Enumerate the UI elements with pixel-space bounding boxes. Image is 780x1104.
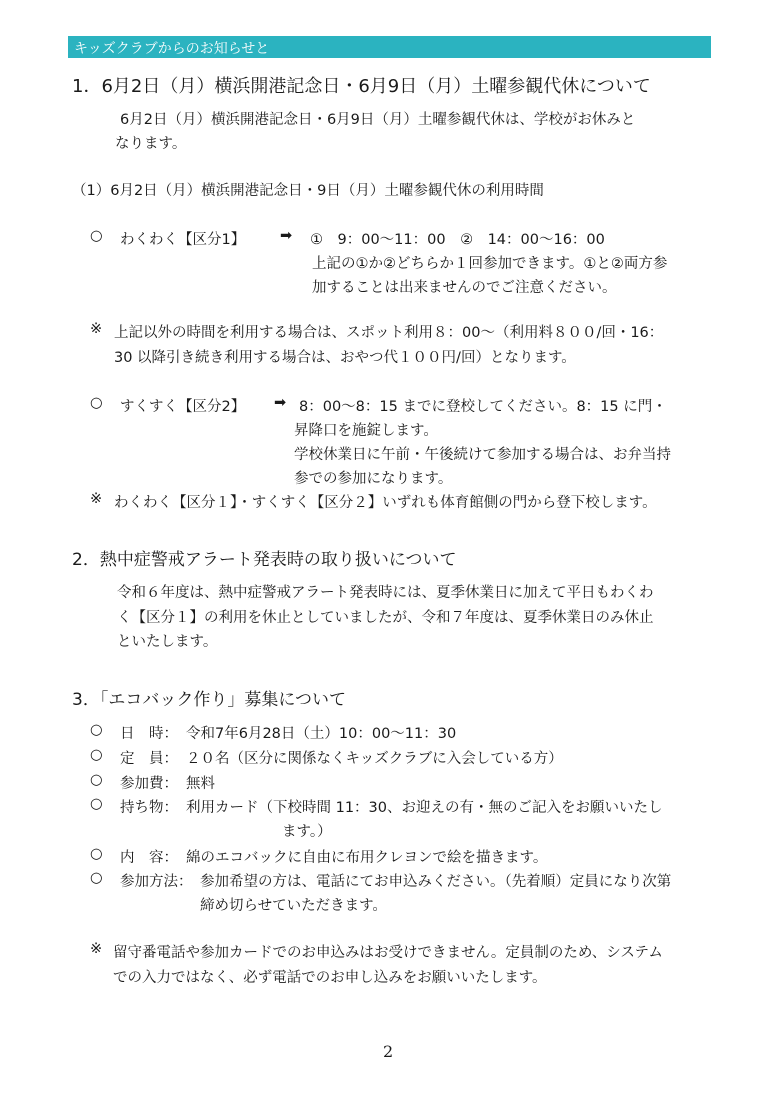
item-bullet: ○ <box>90 772 103 788</box>
note-mark: ※ <box>90 491 103 507</box>
item-value-belongings-2: ます。） <box>282 824 332 840</box>
wakuwaku-note-1: 上記の①か②どちらか１回参加できます。①と②両方参 <box>312 256 668 272</box>
section3-note-line-2: での入力ではなく、必ず電話でのお申し込みをお願いいたします。 <box>113 970 547 986</box>
section1-intro-line-2: なります。 <box>115 136 187 152</box>
section-banner <box>68 36 711 58</box>
sukusuku-label: すくすく【区分2】 <box>120 399 246 415</box>
item-label-content: 内 容： <box>120 850 178 866</box>
banner-text: キッズクラブからのお知らせと <box>74 41 270 57</box>
item-bullet: ○ <box>90 722 103 738</box>
section3-heading: 3．「エコバック作り」募集について <box>72 690 346 710</box>
item-bullet: ○ <box>90 870 103 886</box>
section2-body-line-3: といたします。 <box>117 634 218 650</box>
section2-body-line-1: 令和６年度は、熱中症警戒アラート発表時には、夏季休業日に加えて平日もわくわ <box>117 585 654 601</box>
wakuwaku-bullet: ○ <box>90 228 103 244</box>
section1-sub-heading: （1）6月2日（月）横浜開港記念日・9日（月）土曜参観代休の利用時間 <box>72 183 544 199</box>
note1-line-1: 上記以外の時間を利用する場合は、スポット利用８：00〜（利用料８００/回・16： <box>114 325 664 341</box>
item-bullet: ○ <box>90 747 103 763</box>
item-label-datetime: 日 時： <box>120 726 178 742</box>
arrow-icon: ➡ <box>274 395 287 411</box>
section2-heading: 2．熱中症警戒アラート発表時の取り扱いについて <box>72 550 457 570</box>
item-value-fee: 無料 <box>186 776 215 792</box>
section1-intro-line-1: 6月2日（月）横浜開港記念日・6月9日（月）土曜参観代休は、学校がお休みと <box>120 112 636 128</box>
item-label-method: 参加方法： <box>120 874 193 890</box>
item-bullet: ○ <box>90 846 103 862</box>
item-label-belongings: 持ち物： <box>120 800 178 816</box>
arrow-icon: ➡ <box>280 228 293 244</box>
sukusuku-line-2: 昇降口を施錠します。 <box>294 423 438 439</box>
item-bullet: ○ <box>90 796 103 812</box>
item-label-capacity: 定 員： <box>120 751 178 767</box>
section3-note-line-1: 留守番電話や参加カードでのお申込みはお受けできません。定員制のため、システム <box>113 945 663 961</box>
section2-body-line-2: く【区分１】の利用を休止としていましたが、令和７年度は、夏季休業日のみ休止 <box>117 610 654 626</box>
item-value-capacity: ２０名（区分に関係なくキッズクラブに入会している方） <box>186 751 563 767</box>
item-label-fee: 参加費： <box>120 776 178 792</box>
wakuwaku-label: わくわく【区分1】 <box>120 232 246 248</box>
note2-text: わくわく【区分１】・すくすく【区分２】いずれも体育館側の門から登下校します。 <box>114 495 657 511</box>
wakuwaku-note-2: 加することは出来ませんのでご注意ください。 <box>312 280 617 296</box>
sukusuku-line-3: 学校休業日に午前・午後続けて参加する場合は、お弁当持 <box>294 447 671 463</box>
item-value-content: 綿のエコバックに自由に布用クレヨンで絵を描きます。 <box>186 850 548 866</box>
sukusuku-bullet: ○ <box>90 395 103 411</box>
note-mark: ※ <box>90 321 103 337</box>
sukusuku-line-1: 8：00〜8：15 までに登校してください。8：15 に門・ <box>299 399 667 415</box>
wakuwaku-times: ① 9：00〜11：00 ② 14：00〜16：00 <box>310 232 605 248</box>
note1-line-2: 30 以降引き続き利用する場合は、おやつ代１００円/回）となります。 <box>114 350 576 366</box>
item-value-belongings-1: 利用カード（下校時間 11：30、お迎えの有・無のご記入をお願いいたし <box>186 800 663 816</box>
item-value-method-1: 参加希望の方は、電話にてお申込みください。（先着順）定員になり次第 <box>200 874 672 890</box>
item-value-datetime: 令和7年6月28日（土）10：00〜11：30 <box>186 726 457 742</box>
section1-heading: 1．6月2日（月）横浜開港記念日・6月9日（月）土曜参観代休について <box>72 76 651 97</box>
note-mark: ※ <box>90 941 103 957</box>
sukusuku-line-4: 参での参加になります。 <box>294 471 453 487</box>
item-value-method-2: 締め切らせていただきます。 <box>200 898 387 914</box>
page-number: 2 <box>383 1042 394 1061</box>
